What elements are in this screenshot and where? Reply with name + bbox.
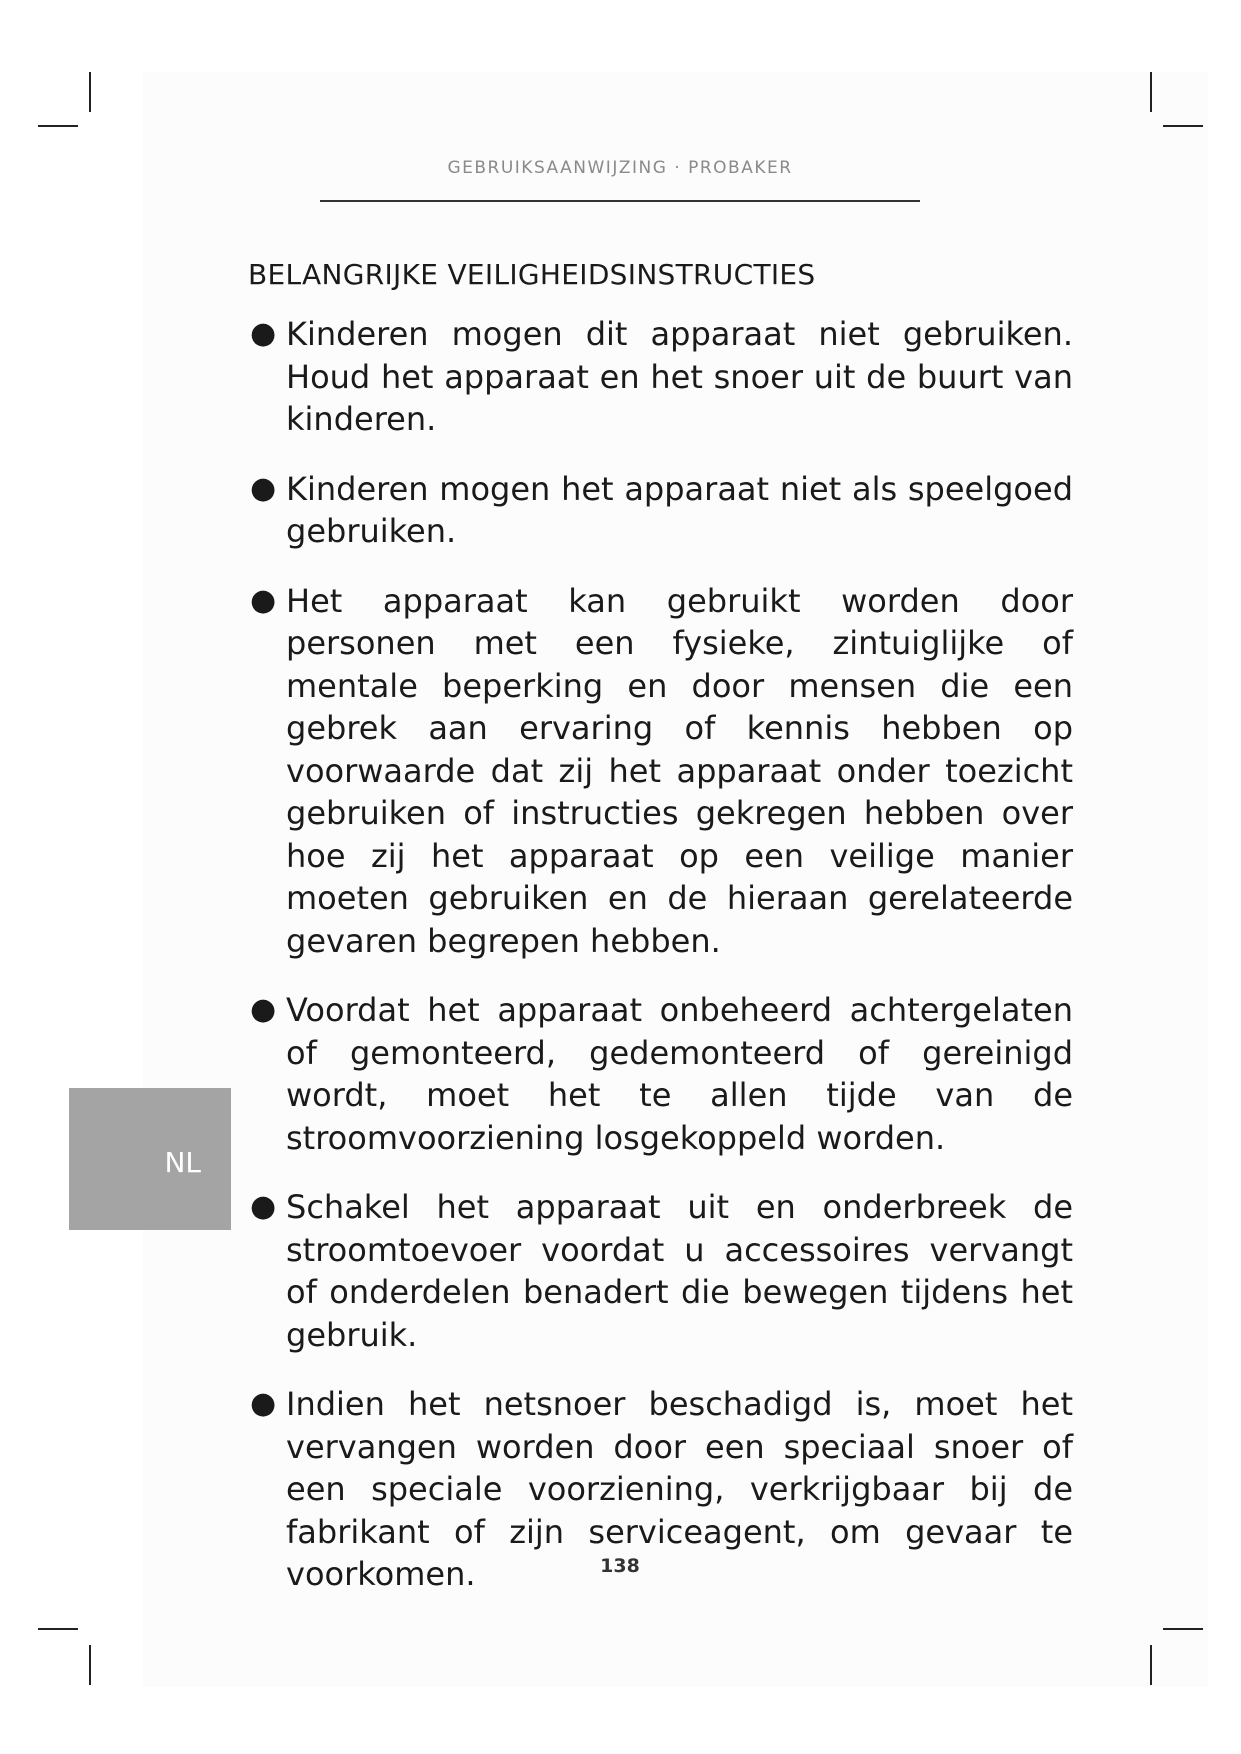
instruction-text: Kinderen mogen het apparaat niet als speelgoed gebruiken. — [286, 469, 1073, 550]
instruction-text: Kinderen mogen dit apparaat niet gebruiken. Houd het apparaat en het snoer uit de buurt van kinderen. — [286, 315, 1073, 438]
bullet-icon: ● — [250, 1189, 277, 1224]
bullet-icon: ● — [250, 1386, 277, 1421]
crop-mark-bottom-right-horizontal — [1163, 1628, 1203, 1630]
instruction-text: Schakel het apparaat uit en onderbreek de stroomtoevoer voordat u accessoires vervangt of onderdelen benadert die bewegen tijdens het gebruik. — [286, 1188, 1073, 1354]
instruction-text: Het apparaat kan gebruikt worden door personen met een fysieke, zintuiglijke of mentale beperking en door mensen die een gebrek aan ervaring of kennis hebben op voorwaarde dat zij het apparaat onder toezicht gebruiken of instructies gekregen hebben over hoe zij het apparaat op een veilige manier moeten gebruiken en de hieraan gerelateerde gevaren begrepen hebben. — [286, 581, 1073, 960]
instruction-text: Indien het netsnoer beschadigd is, moet het vervangen worden door een speciaal snoer of een speciale voorziening, verkrijgbaar bij de fabrikant of zijn serviceagent, om gevaar te voorkomen. — [286, 1385, 1073, 1593]
crop-mark-top-right-horizontal — [1163, 125, 1203, 127]
language-tab — [69, 1088, 231, 1230]
crop-mark-top-left-vertical — [89, 72, 91, 112]
instruction-item — [248, 468, 1073, 553]
header-rule — [320, 200, 920, 202]
page-number: 138 — [600, 1555, 640, 1577]
crop-mark-bottom-left-horizontal — [38, 1628, 78, 1630]
section-title: BELANGRIJKE VEILIGHEIDSINSTRUCTIES — [248, 258, 816, 291]
crop-mark-bottom-left-vertical — [89, 1645, 91, 1685]
language-tab-label: NL — [164, 1146, 201, 1179]
bullet-icon: ● — [250, 582, 277, 618]
instruction-item — [248, 1186, 1073, 1356]
bullet-icon: ● — [250, 470, 277, 506]
crop-mark-top-left-horizontal — [38, 125, 78, 127]
instruction-item — [248, 313, 1073, 441]
crop-mark-top-right-vertical — [1150, 72, 1152, 112]
instruction-text: Voordat het apparaat onbeheerd achtergelaten of gemonteerd, gedemonteerd of gereinigd wordt, moet het te allen tijde van de stroomvoorziening losgekoppeld worden. — [286, 991, 1073, 1157]
instruction-item — [248, 989, 1073, 1159]
bullet-icon: ● — [250, 316, 277, 351]
crop-mark-bottom-right-vertical — [1150, 1645, 1152, 1685]
safety-instructions-list — [248, 313, 1073, 1623]
bullet-icon: ● — [250, 992, 277, 1027]
instruction-item — [248, 580, 1073, 963]
running-header: GEBRUIKSAANWIJZING · PROBAKER — [447, 158, 793, 178]
